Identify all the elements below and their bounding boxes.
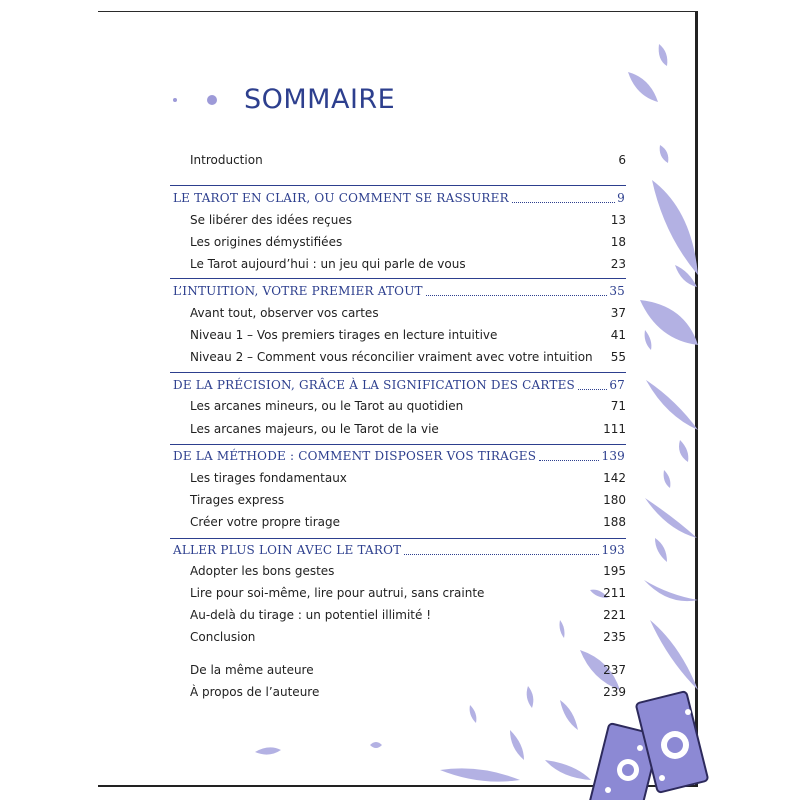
toc-entry-page: 188 bbox=[603, 515, 626, 529]
dot-leader bbox=[426, 286, 608, 296]
toc-entry-label: Adopter les bons gestes bbox=[190, 564, 335, 578]
section-rule bbox=[170, 372, 626, 373]
section-page: 139 bbox=[601, 449, 625, 463]
toc-entry-page: 37 bbox=[610, 306, 626, 320]
toc-entry bbox=[190, 419, 626, 439]
toc-entry-page: 235 bbox=[603, 630, 626, 644]
toc-entry-label: Conclusion bbox=[190, 630, 256, 644]
toc-section-heading bbox=[173, 539, 625, 561]
toc-entry-label: Tirages express bbox=[190, 493, 285, 507]
dot-leader bbox=[404, 545, 599, 555]
toc-entry-page: 23 bbox=[610, 257, 626, 271]
section-title: L’INTUITION, VOTRE PREMIER ATOUT bbox=[173, 284, 423, 298]
dot-leader bbox=[578, 380, 607, 390]
toc-entry bbox=[190, 396, 626, 416]
toc-entry-label: Les arcanes majeurs, ou le Tarot de la vie bbox=[190, 422, 439, 436]
toc-entry bbox=[190, 468, 626, 488]
toc-entry-label: Niveau 1 – Vos premiers tirages en lecture intuitive bbox=[190, 328, 498, 342]
toc-entry-label: De la même auteure bbox=[190, 663, 314, 677]
toc-section-heading bbox=[173, 374, 625, 396]
toc-entry-label: Lire pour soi-même, lire pour autrui, sans crainte bbox=[190, 586, 485, 600]
toc-section-heading bbox=[173, 445, 625, 467]
section-page: 193 bbox=[601, 543, 625, 557]
dot-leader bbox=[539, 451, 599, 461]
toc-entry bbox=[190, 325, 626, 345]
toc-entry bbox=[190, 627, 626, 647]
toc-entry-page: 111 bbox=[603, 422, 626, 436]
toc-entry bbox=[190, 254, 626, 274]
toc-entry bbox=[190, 210, 626, 230]
toc-entry-page: 180 bbox=[603, 493, 626, 507]
toc-entry-label: Le Tarot aujourd’hui : un jeu qui parle de vous bbox=[190, 257, 466, 271]
section-page: 67 bbox=[609, 378, 625, 392]
toc-entry-appendix bbox=[190, 660, 626, 680]
toc-entry-page: 13 bbox=[610, 213, 626, 227]
toc-entry-label: Les tirages fondamentaux bbox=[190, 471, 347, 485]
toc-entry-page: 239 bbox=[603, 685, 626, 699]
section-page: 9 bbox=[617, 191, 625, 205]
toc-entry-label: Les arcanes mineurs, ou le Tarot au quotidien bbox=[190, 399, 464, 413]
toc-entry-label: Avant tout, observer vos cartes bbox=[190, 306, 379, 320]
toc-entry-page: 142 bbox=[603, 471, 626, 485]
dot-leader bbox=[512, 193, 615, 203]
page-title: SOMMAIRE bbox=[244, 84, 396, 115]
toc-entry-label: Au-delà du tirage : un potentiel illimité ! bbox=[190, 608, 432, 622]
toc-entry-page: 18 bbox=[610, 235, 626, 249]
toc-entry-page: 211 bbox=[603, 586, 626, 600]
toc-entry bbox=[190, 561, 626, 581]
toc-entry bbox=[190, 490, 626, 510]
section-title: DE LA MÉTHODE : COMMENT DISPOSER VOS TIRAGES bbox=[173, 449, 537, 463]
section-title: ALLER PLUS LOIN AVEC LE TAROT bbox=[173, 543, 402, 557]
toc-entry-label: Se libérer des idées reçues bbox=[190, 213, 353, 227]
toc-entry-page: 221 bbox=[603, 608, 626, 622]
toc-entry bbox=[190, 512, 626, 532]
toc-entry-page: 195 bbox=[603, 564, 626, 578]
toc-entry bbox=[190, 605, 626, 625]
toc-entry-label: Créer votre propre tirage bbox=[190, 515, 341, 529]
section-title: LE TAROT EN CLAIR, OU COMMENT SE RASSURER bbox=[173, 191, 509, 205]
toc-entry-page: 41 bbox=[610, 328, 626, 342]
section-page: 35 bbox=[609, 284, 625, 298]
section-title: DE LA PRÉCISION, GRÂCE À LA SIGNIFICATION DES CARTES bbox=[173, 378, 575, 392]
toc-entry-appendix bbox=[190, 682, 626, 702]
toc-entry-introduction bbox=[190, 150, 626, 170]
toc-entry-page: 6 bbox=[618, 153, 626, 167]
toc-entry-page: 55 bbox=[610, 350, 626, 364]
toc-entry bbox=[190, 303, 626, 323]
title-ornament-dots bbox=[170, 92, 220, 108]
toc-entry-page: 71 bbox=[610, 399, 626, 413]
toc-section-heading bbox=[173, 280, 625, 302]
toc-entry bbox=[190, 232, 626, 252]
section-rule bbox=[170, 185, 626, 186]
toc-entry-label: À propos de l’auteure bbox=[190, 685, 320, 699]
section-rule bbox=[170, 278, 626, 279]
toc-entry bbox=[190, 583, 626, 603]
toc-entry-label: Introduction bbox=[190, 153, 263, 167]
toc-section-heading bbox=[173, 187, 625, 209]
toc-entry-label: Niveau 2 – Comment vous réconcilier vraiment avec votre intuition bbox=[190, 350, 593, 364]
toc-entry-page: 237 bbox=[603, 663, 626, 677]
toc-entry bbox=[190, 347, 626, 367]
toc-entry-label: Les origines démystifiées bbox=[190, 235, 343, 249]
